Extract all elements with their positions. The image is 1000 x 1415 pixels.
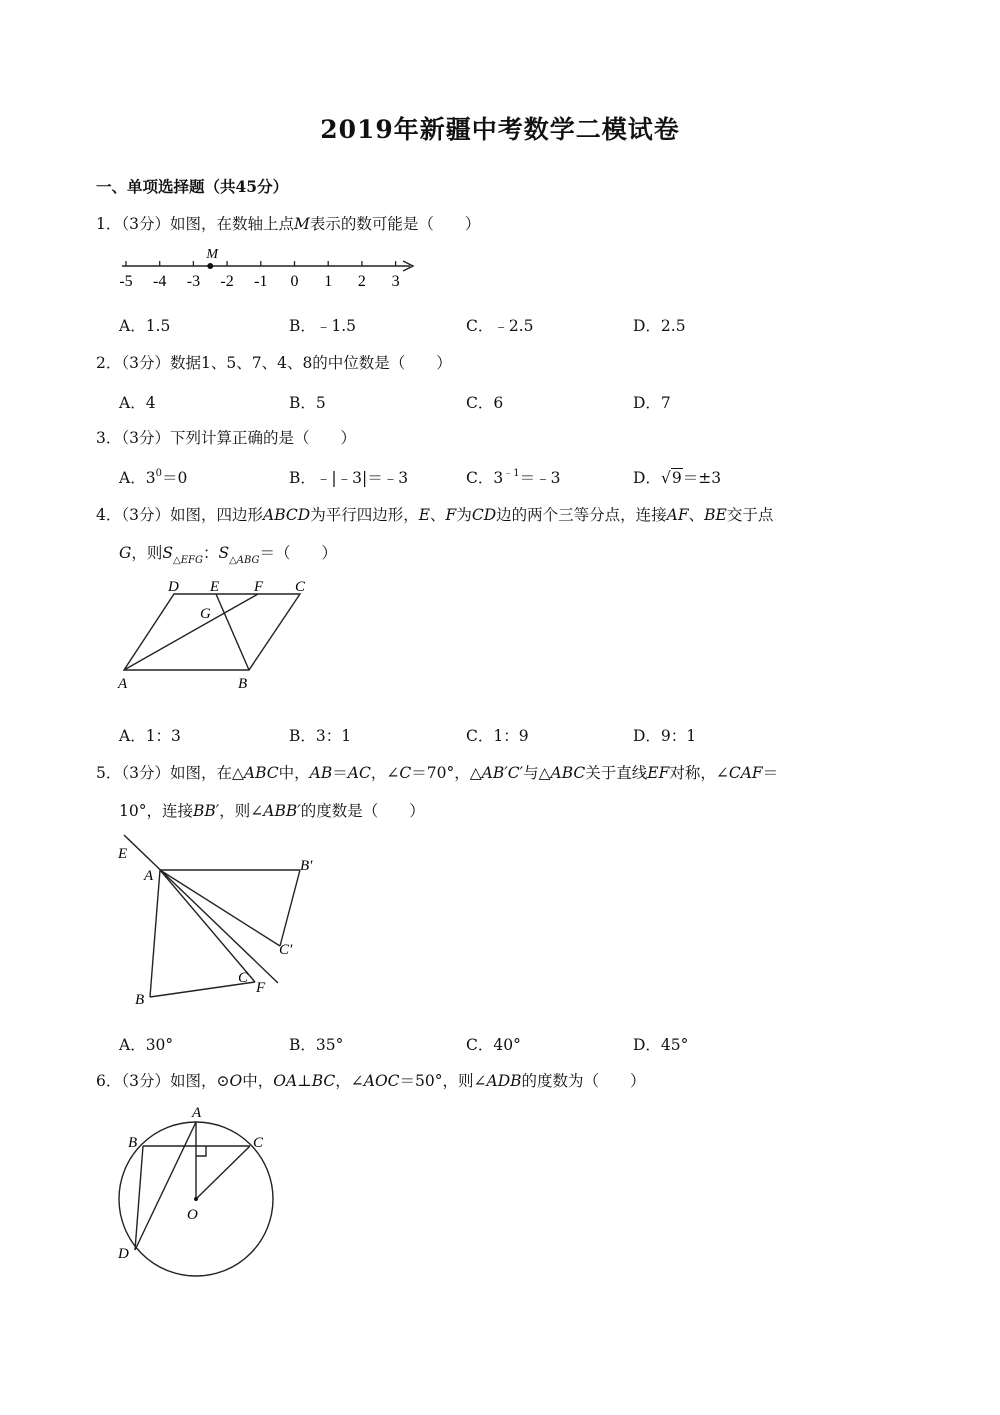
- question-score: （3分）: [121, 354, 170, 372]
- subscript: △ABG: [229, 555, 260, 566]
- option-d: D．45°: [633, 1036, 689, 1054]
- exponent: ﹣1: [503, 468, 520, 479]
- variable: AOC: [363, 1072, 400, 1090]
- variable: O: [229, 1072, 243, 1090]
- tick-label: -5: [119, 273, 133, 290]
- question-5: [96, 762, 778, 784]
- separator: ＝: [332, 764, 348, 782]
- question-text: 为: [456, 506, 472, 524]
- segment-oc: [196, 1146, 250, 1199]
- question-text: 与△: [523, 764, 551, 782]
- point-m-label: M: [206, 247, 219, 262]
- question-4: [96, 504, 773, 526]
- variable: ABCD: [263, 506, 311, 524]
- variable: S: [162, 544, 174, 562]
- label-c: C: [238, 970, 249, 986]
- label-e: E: [118, 846, 128, 862]
- option-a: [119, 466, 187, 488]
- question-text: 如图，四边形: [170, 506, 264, 524]
- question-text: 交于点: [726, 506, 774, 524]
- question-number: 5．: [96, 764, 122, 782]
- question-number: 1．: [96, 215, 122, 233]
- option-d-result: ＝±3: [682, 469, 722, 487]
- point-m: [207, 263, 213, 269]
- tick-label: -3: [186, 273, 201, 290]
- option-b: B．﹣1.5: [289, 317, 357, 335]
- label-b: B: [128, 1135, 138, 1151]
- parallelogram-figure: [110, 572, 320, 697]
- segment-af: [124, 594, 258, 670]
- variable: ABC: [243, 764, 279, 782]
- question-text: ＝（ ）: [259, 544, 338, 562]
- label-f: F: [254, 579, 264, 595]
- label-a: A: [192, 1105, 202, 1121]
- question-6: [96, 1070, 646, 1092]
- option-c: C．6: [466, 394, 504, 412]
- question-number: 4．: [96, 506, 122, 524]
- question-text: ，则: [131, 544, 163, 562]
- question-2: [96, 352, 452, 374]
- question-number: 3．: [96, 429, 122, 447]
- question-1: [96, 213, 480, 235]
- separator: 、: [430, 506, 446, 524]
- tick-label: -2: [220, 273, 234, 290]
- label-o: O: [187, 1207, 198, 1223]
- label-a: A: [118, 676, 128, 692]
- variable: AC: [347, 764, 371, 782]
- variable: M: [294, 215, 310, 233]
- variable: BC: [311, 1072, 336, 1090]
- question-text: 为平行四边形，: [310, 506, 419, 524]
- option-b: B．5: [289, 394, 326, 412]
- question-text: 关于直线: [585, 764, 648, 782]
- segment-b-prime-c-prime: [280, 870, 300, 946]
- option-d-label: D．: [633, 469, 661, 487]
- tick-label: -4: [153, 273, 167, 290]
- question-text: 对称，∠: [669, 764, 729, 782]
- question-text: ＝: [762, 764, 779, 782]
- label-d: D: [168, 579, 179, 595]
- perpendicular-symbol: ⊥: [297, 1072, 312, 1090]
- question-text: 中，: [278, 764, 310, 782]
- segment-ab: [150, 870, 160, 997]
- question-text: 边的两个三等分点，连接: [496, 506, 667, 524]
- question-5-line-2: [119, 800, 425, 822]
- label-b: B: [238, 676, 248, 692]
- question-text: 的度数为（ ）: [521, 1072, 646, 1090]
- question-4-line-2: [119, 542, 337, 567]
- variable: S: [218, 544, 230, 562]
- subscript: △EFG: [173, 555, 203, 566]
- variable: BB′: [192, 802, 220, 820]
- variable: CAF: [728, 764, 763, 782]
- option-a: A．30°: [119, 1036, 174, 1054]
- segment-ac-prime: [160, 870, 280, 946]
- label-c: C: [295, 579, 306, 595]
- label-d: D: [118, 1246, 129, 1262]
- option-b: B．35°: [289, 1036, 344, 1054]
- tick-label: 0: [290, 273, 299, 290]
- option-d: D．2.5: [633, 317, 686, 335]
- question-text: 数据1、5、7、4、8的中位数是（ ）: [170, 354, 452, 372]
- variable: EF: [647, 764, 670, 782]
- question-text: 下列计算正确的是（ ）: [170, 429, 357, 447]
- variable: C: [399, 764, 412, 782]
- question-text: ，则∠: [219, 802, 264, 820]
- option-c-result: ＝﹣3: [519, 469, 561, 487]
- question-text: ，∠: [335, 1072, 364, 1090]
- separator: ：: [202, 544, 219, 562]
- label-e: E: [210, 579, 220, 595]
- variable: BE: [704, 506, 727, 524]
- variable: E: [418, 506, 431, 524]
- variable: CD: [471, 506, 497, 524]
- option-a: A．1.5: [119, 317, 171, 335]
- option-a: A．1：3: [119, 727, 181, 745]
- variable: AB′C′: [481, 764, 524, 782]
- exponent: 0: [155, 468, 162, 479]
- variable: AB: [309, 764, 333, 782]
- segment-be: [216, 594, 249, 670]
- segment-ac: [160, 870, 255, 982]
- question-score: （3分）: [121, 1072, 170, 1090]
- question-text: ＝70°，△: [411, 764, 482, 782]
- page-title: 2019年新疆中考数学二模试卷: [320, 115, 680, 144]
- question-text: ，∠: [370, 764, 400, 782]
- question-text: 表示的数可能是（ ）: [309, 215, 481, 233]
- option-a: A．4: [119, 394, 156, 412]
- number-line-figure: [110, 242, 430, 294]
- question-text: ＝50°，则∠: [399, 1072, 487, 1090]
- tick-label: 2: [357, 273, 366, 290]
- option-c: C．﹣2.5: [466, 317, 534, 335]
- variable: G: [119, 544, 132, 562]
- right-angle-mark: [196, 1146, 206, 1156]
- variable: ABB′: [263, 802, 301, 820]
- question-number: 2．: [96, 354, 122, 372]
- question-score: （3分）: [121, 429, 170, 447]
- option-d: D．9：1: [633, 727, 697, 745]
- variable: F: [445, 506, 457, 524]
- question-text: 10°，连接: [119, 802, 193, 820]
- line-ef: [124, 835, 278, 983]
- option-d: [633, 466, 721, 488]
- center-point: [194, 1197, 198, 1201]
- question-score: （3分）: [121, 215, 170, 233]
- label-g: G: [200, 606, 211, 622]
- question-3: [96, 427, 356, 449]
- label-c: C: [253, 1135, 264, 1151]
- tick-label: 3: [391, 273, 400, 290]
- option-c: C．1：9: [466, 727, 529, 745]
- circle-figure: [110, 1100, 290, 1282]
- variable: AF: [666, 506, 689, 524]
- question-score: （3分）: [121, 764, 170, 782]
- tick-label: 1: [324, 273, 333, 290]
- variable: ABC: [550, 764, 586, 782]
- question-text: 如图，⊙: [170, 1072, 230, 1090]
- radicand: 9: [671, 469, 682, 487]
- option-c: C．40°: [466, 1036, 521, 1054]
- question-text: 的度数是（ ）: [300, 802, 425, 820]
- label-c-prime: C′: [279, 942, 293, 958]
- label-b-prime: B′: [300, 858, 313, 874]
- option-b: B．﹣|﹣3|＝﹣3: [289, 469, 409, 487]
- option-c-base: C．3: [466, 469, 504, 487]
- separator: 、: [688, 506, 705, 524]
- triangle-reflection-figure: [110, 832, 330, 1012]
- section-heading: 一、单项选择题（共45分）: [96, 177, 289, 196]
- option-d: D．7: [633, 394, 671, 412]
- question-score: （3分）: [121, 506, 170, 524]
- sqrt-icon: √: [660, 469, 671, 487]
- question-text: 如图，在数轴上点: [170, 215, 295, 233]
- option-a-result: ＝0: [161, 469, 188, 487]
- option-c: [466, 466, 560, 488]
- variable: ADB: [486, 1072, 522, 1090]
- option-a-base: A．3: [119, 469, 156, 487]
- question-text: 如图，在△: [170, 764, 244, 782]
- variable: OA: [273, 1072, 298, 1090]
- option-b: B．3：1: [289, 727, 352, 745]
- tick-label: -1: [254, 273, 268, 290]
- label-a: A: [144, 868, 154, 884]
- label-b: B: [135, 992, 145, 1008]
- question-text: 中，: [242, 1072, 274, 1090]
- label-f: F: [256, 980, 266, 996]
- parallelogram-abcd: [124, 594, 300, 670]
- question-number: 6．: [96, 1072, 122, 1090]
